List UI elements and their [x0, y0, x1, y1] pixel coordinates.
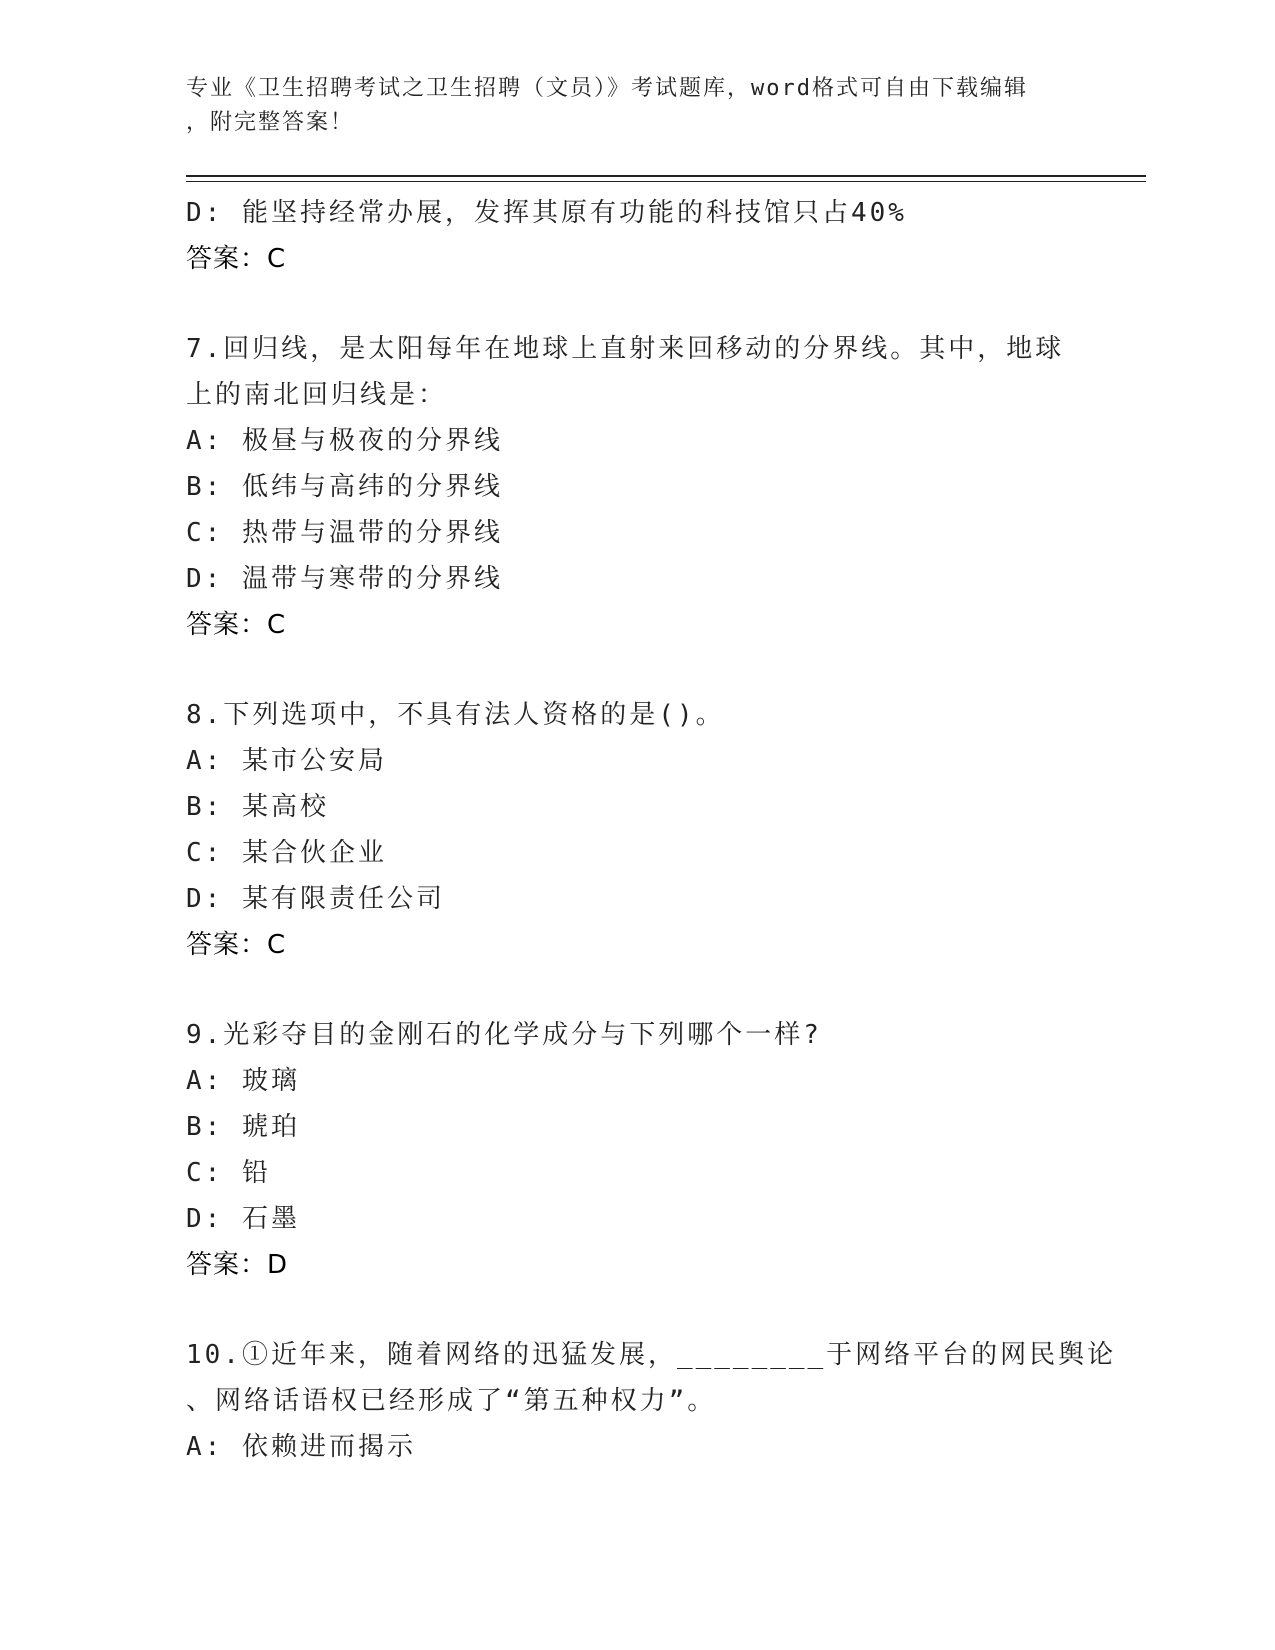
question-text: 10.①近年来，随着网络的迅猛发展，________于网络平台的网民舆论 — [186, 1340, 1117, 1370]
spacer — [186, 282, 1086, 326]
option-b: B: 低纬与高纬的分界线 — [186, 472, 503, 502]
header-line-2: ，附完整答案！ — [186, 110, 355, 135]
question-7 — [186, 326, 1086, 648]
answer-line: 答案：D — [186, 1250, 289, 1280]
question-text: 7.回归线，是太阳每年在地球上直射来回移动的分界线。其中，地球 — [186, 334, 1065, 364]
spacer — [186, 1288, 1086, 1332]
question-6-tail — [186, 190, 1086, 282]
option-d: D: 温带与寒带的分界线 — [186, 564, 503, 594]
answer-line: 答案：C — [186, 610, 287, 640]
option-a: A: 极昼与极夜的分界线 — [186, 426, 503, 456]
header-rule-thin — [186, 181, 1146, 182]
option-a: A: 某市公安局 — [186, 746, 387, 776]
option-b: B: 某高校 — [186, 792, 329, 822]
option-c: C: 某合伙企业 — [186, 838, 387, 868]
header-line-1: 专业《卫生招聘考试之卫生招聘（文员）》考试题库，word格式可自由下载编辑 — [186, 76, 1028, 101]
option-d: D: 某有限责任公司 — [186, 884, 445, 914]
question-10 — [186, 1332, 1117, 1470]
answer-line: 答案：C — [186, 930, 287, 960]
question-list — [186, 190, 1117, 1470]
document-header — [186, 72, 1066, 140]
option-a: A: 玻璃 — [186, 1066, 300, 1096]
option-c: C: 热带与温带的分界线 — [186, 518, 503, 548]
question-text: 9.光彩夺目的金刚石的化学成分与下列哪个一样? — [186, 1020, 822, 1050]
question-text-cont: 上的南北回归线是： — [186, 380, 448, 410]
question-8 — [186, 692, 1086, 968]
spacer — [186, 968, 1086, 1012]
question-text: 8.下列选项中，不具有法人资格的是()。 — [186, 700, 725, 730]
answer-line: 答案：C — [186, 244, 287, 274]
option-a: A: 依赖进而揭示 — [186, 1432, 416, 1462]
option-c: C: 铅 — [186, 1158, 271, 1188]
question-text-cont: 、网络话语权已经形成了“第五种权力”。 — [186, 1386, 717, 1416]
option-d: D: 石墨 — [186, 1204, 300, 1234]
header-rule-thick — [186, 175, 1146, 177]
question-9 — [186, 1012, 1086, 1288]
spacer — [186, 648, 1086, 692]
option-b: B: 琥珀 — [186, 1112, 300, 1142]
option-d: D: 能坚持经常办展，发挥其原有功能的科技馆只占40% — [186, 198, 907, 228]
